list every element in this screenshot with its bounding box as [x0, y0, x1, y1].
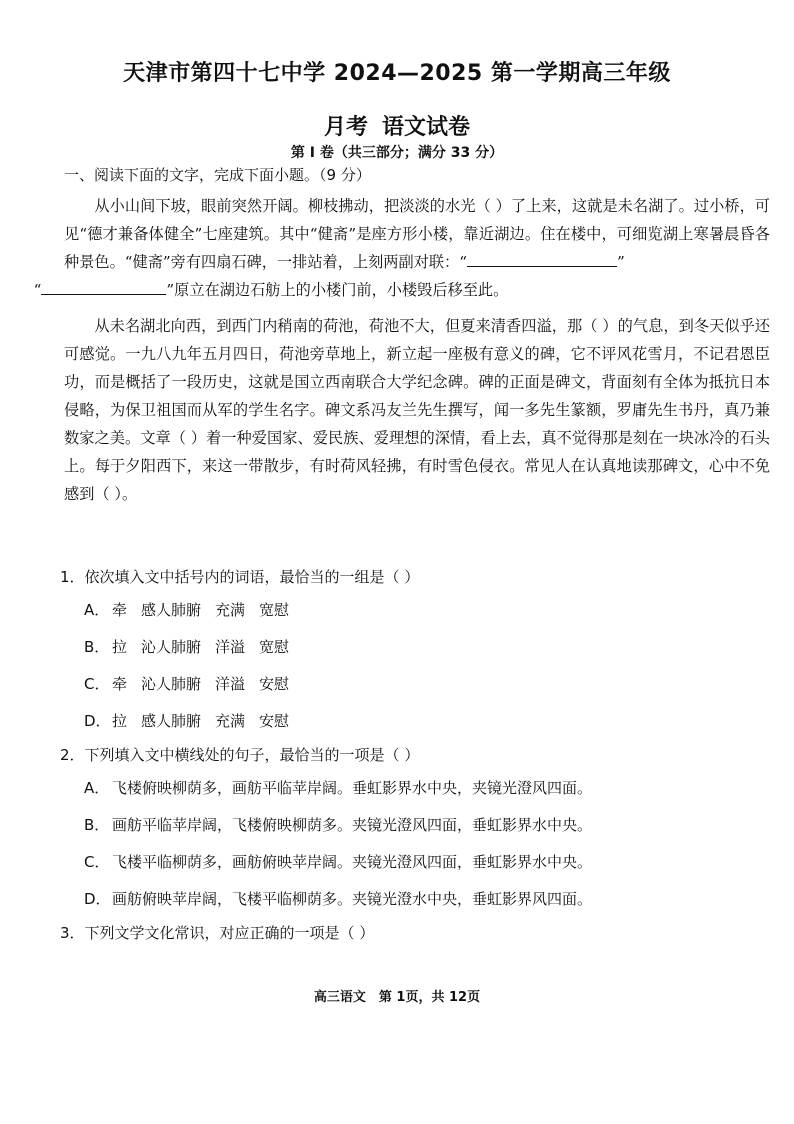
exam-type: 月考: [323, 115, 368, 140]
option-c: C． 飞楼平临柳荫多，画舫俯映苹岸阔。夹镜光澄风四面，垂虹影界水中央。: [84, 853, 593, 871]
question-3: [60, 918, 770, 948]
question-list: [60, 562, 770, 948]
exam-subtitle-line: [0, 110, 794, 141]
couplet-blank-2: [41, 280, 166, 295]
option-c: C． 牵 沁人肺腑 洋溢 安慰: [84, 675, 290, 693]
option-b: B． 画舫平临苹岸阔，飞楼俯映柳荫多。夹镜光澄风四面，垂虹影界水中央。: [84, 816, 593, 834]
page-footer: 高三语文 第 1页，共 12页: [313, 990, 481, 1005]
passage-paragraph-1: 从小山间下坡，眼前突然开阔。柳枝拂动，把淡淡的水光（ ）了上来，这就是未名湖了。过小桥，可见“德才兼备体健全”七座建筑。其中“健斋”是座方形小楼，靠近湖边。住在楼中，可细览湖上寒暑晨昏各种景色。“健斋”旁有四扇石碑，一排站着，上刻两副对联：“ ” “ ”原立在湖边石舫上的小楼门前，小楼毁后移至此。: [33, 197, 770, 299]
passage-paragraph-2: 从未名湖北向西，到西门内稍南的荷池，荷池不大，但夏来清香四溢，那（ ）的气息，到冬天似乎还可感觉。一九八九年五月四日，荷池旁草地上，新立起一座极有意义的碑，它不评风花雪月，不记君恩臣功，而是概括了一段历史，这就是国立西南联合大学纪念碑。碑的正面是碑文，背面刻有全体为抵抗日本侵略，为保卫祖国而从军的学生名字。碑文系冯友兰先生撰写，闻一多先生篆额，罗庸先生书丹，真乃兼数家之美。文章（ ）着一种爱国家、爱民族、爱理想的深情，看上去，真不觉得那是刻在一块冰冷的石头上。每于夕阳西下，来这一带散步，有时荷风轻拂，有时雪色侵衣。常见人在认真地读那碑文，心中不免感到（ ）。: [64, 317, 770, 503]
couplet-blank-1: [467, 252, 617, 267]
option-a: A． 牵 感人肺腑 充满 宽慰: [84, 601, 290, 619]
volume-info: 第 I 卷（共三部分；满分 33 分）: [290, 145, 504, 161]
question-2: [60, 740, 770, 918]
section-heading: 一、阅读下面的文字，完成下面小题。（9 分）: [64, 166, 371, 184]
reading-passage: [33, 192, 770, 508]
question-1: [60, 562, 770, 740]
question-stem: 3．下列文学文化常识，对应正确的一项是（ ）: [60, 924, 375, 942]
exam-subject: 语文试卷: [382, 115, 471, 140]
option-a: A． 飞楼俯映柳荫多，画舫平临苹岸阔。垂虹影界水中央，夹镜光澄风四面。: [84, 779, 593, 797]
option-d: D．画舫俯映苹岸阔，飞楼平临柳荫多。夹镜光澄水中央，垂虹影界风四面。: [84, 890, 593, 908]
exam-title: 天津市第四十七中学 2024—2025 第一学期高三年级: [123, 61, 671, 86]
option-d: D．拉 感人肺腑 充满 安慰: [84, 712, 290, 730]
question-stem: 2．下列填入文中横线处的句子，最恰当的一项是（ ）: [60, 746, 420, 764]
option-b: B． 拉 沁人肺腑 洋溢 宽慰: [84, 638, 290, 656]
question-stem: 1．依次填入文中括号内的词语，最恰当的一组是（ ）: [60, 568, 420, 586]
